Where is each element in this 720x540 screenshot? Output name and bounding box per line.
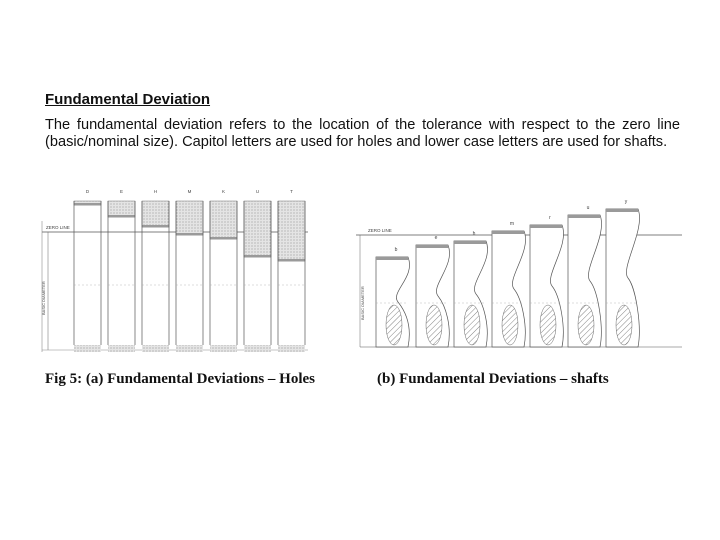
hole-letter-e: E: [119, 189, 124, 194]
hole-letter-u: U: [255, 189, 260, 194]
shaft-column-r: [530, 215, 564, 347]
hole-column-m: [176, 189, 203, 352]
hole-column-u: [244, 189, 271, 352]
hole-column-e: [108, 189, 135, 352]
hole-base-zone: [278, 345, 305, 352]
hole-tolerance-zone: [244, 201, 271, 257]
shaft-letter-h: h: [472, 231, 476, 237]
shaft-hatched-section: [502, 305, 518, 345]
figure-svg: [38, 185, 682, 363]
hole-letter-h: H: [153, 189, 158, 194]
hole-letter-k: K: [221, 189, 226, 194]
section-heading: Fundamental Deviation: [45, 91, 211, 108]
fundamental-deviation-figure: [38, 185, 682, 363]
shaft-hatched-section: [464, 305, 480, 345]
hole-letter-d: D: [85, 189, 90, 194]
hole-deviation-band: [210, 237, 237, 240]
shaft-letter-e: e: [434, 235, 438, 241]
hole-tolerance-zone: [278, 201, 305, 261]
holes-zero-line-label: ZERO LINE: [46, 225, 70, 230]
shaft-deviation-band: [454, 241, 486, 244]
shaft-deviation-band: [530, 225, 562, 228]
holes-panel: [41, 189, 308, 352]
shaft-letter-r: r: [549, 215, 551, 221]
hole-letter-m: M: [187, 189, 192, 194]
hole-base-zone: [108, 345, 135, 352]
shaft-deviation-band: [568, 215, 600, 218]
shafts-panel: [356, 199, 682, 347]
hole-base-zone: [210, 345, 237, 352]
hole-deviation-band: [176, 233, 203, 236]
hole-deviation-band: [142, 225, 169, 228]
shafts-zero-line-label: ZERO LINE: [368, 228, 392, 233]
shaft-deviation-band: [376, 257, 408, 260]
shaft-letter-y: y: [624, 199, 628, 205]
holes-basic-diameter-label: BASIC DIAMETER: [41, 281, 46, 315]
hole-column-t: [278, 189, 305, 352]
hole-tolerance-zone: [176, 201, 203, 235]
hole-tolerance-zone: [142, 201, 169, 227]
shaft-deviation-band: [606, 209, 638, 212]
hole-base-zone: [176, 345, 203, 352]
hole-base-zone: [74, 345, 101, 352]
hole-letter-t: T: [290, 189, 293, 194]
shaft-letter-b: b: [394, 247, 398, 253]
shaft-column-m: [492, 221, 526, 347]
shafts-basic-diameter-label: BASIC DIAMETER: [360, 286, 365, 320]
hole-base-zone: [244, 345, 271, 352]
shaft-column-u: [568, 205, 602, 347]
hole-deviation-band: [74, 203, 101, 206]
hole-deviation-band: [278, 259, 305, 262]
hole-tolerance-zone: [108, 201, 135, 217]
shaft-hatched-section: [616, 305, 632, 345]
hole-column-k: [210, 189, 237, 352]
caption-holes: Fig 5: (a) Fundamental Deviations – Holes: [45, 371, 315, 387]
shaft-hatched-section: [540, 305, 556, 345]
hole-column-h: [142, 189, 169, 352]
shaft-hatched-section: [578, 305, 594, 345]
shaft-column-e: [416, 235, 450, 347]
body-paragraph: The fundamental deviation refers to the location of the tolerance with respect to the zero line (basic/nominal size). Capitol letters are used for holes and lower case letters are used for shafts.: [45, 117, 680, 150]
shaft-letter-m: m: [509, 221, 515, 227]
shaft-deviation-band: [416, 245, 448, 248]
shaft-hatched-section: [386, 305, 402, 345]
hole-deviation-band: [108, 215, 135, 218]
hole-tolerance-zone: [210, 201, 237, 239]
hole-base-zone: [142, 345, 169, 352]
shaft-column-b: [376, 247, 410, 347]
shaft-deviation-band: [492, 231, 524, 234]
shaft-column-y: [606, 199, 640, 347]
shaft-hatched-section: [426, 305, 442, 345]
hole-deviation-band: [244, 255, 271, 258]
shaft-letter-u: u: [586, 205, 590, 211]
hole-column-d: [74, 189, 101, 352]
shaft-column-h: [454, 231, 488, 347]
caption-shafts: (b) Fundamental Deviations – shafts: [377, 371, 609, 387]
